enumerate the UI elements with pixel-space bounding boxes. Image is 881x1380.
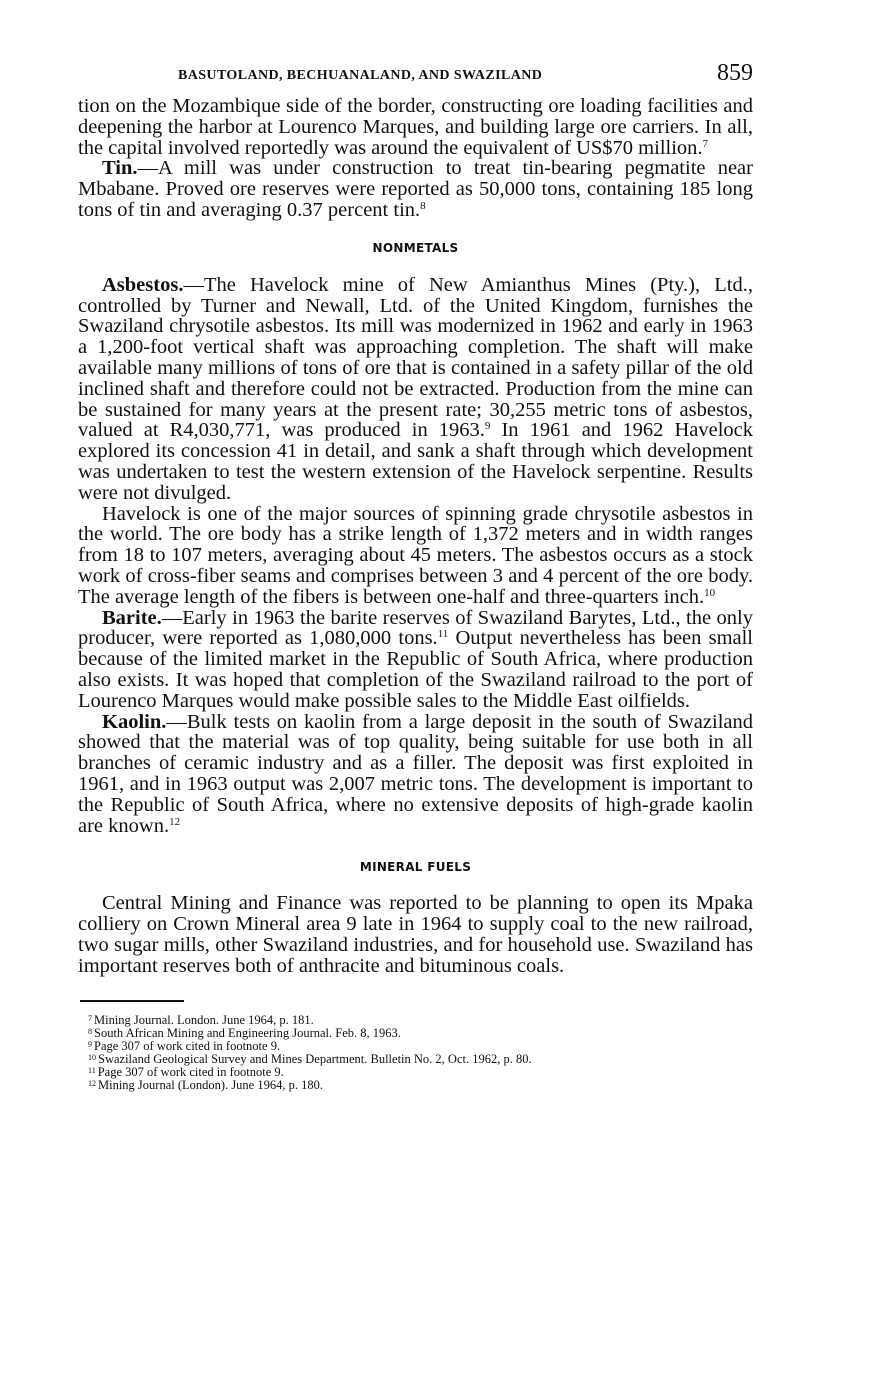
- footnote-ref: 9: [484, 420, 491, 433]
- footnote-ref: 7: [702, 137, 709, 150]
- run-in-heading-kaolin: Kaolin.: [102, 710, 167, 733]
- footnote-text: Mining Journal. London. June 1964, p. 181.: [94, 1013, 314, 1028]
- footnote-number: 11: [88, 1066, 96, 1076]
- paragraph-havelock: [78, 504, 753, 608]
- footnote-ref: 11: [437, 628, 449, 641]
- footnote-ref: 12: [169, 815, 181, 828]
- footnote: [78, 1026, 753, 1039]
- page-number: 859: [717, 60, 753, 86]
- footnote-rule: [80, 1000, 184, 1002]
- section-heading-mineral-fuels: MINERAL FUELS: [359, 860, 472, 875]
- run-in-heading-barite: Barite.: [102, 606, 162, 629]
- paragraph-tin: [78, 158, 753, 220]
- paragraph-text: Havelock is one of the major sources of spinning grade chrysotile asbestos in the world. The ore body has a strike length of 1,372 meters and in width ranges from 18 to 107 meters, averaging about 45 meters. The asbestos occurs as a stock work of cross-fiber seams and comprises between 3 and 4 percent of the ore body. The average length of the fibers is between one-half and three-quarters inch.: [78, 502, 753, 608]
- paragraph-text: —Bulk tests on kaolin from a large deposit in the south of Swaziland showed that the material was of top quality, being suitable for use both in all branches of ceramic industry and as a filler. The deposit was first exploited in 1961, and in 1963 output was 2,007 metric tons. The development is important to the Republic of South Africa, where no extensive deposits of high-grade kaolin are known.: [78, 710, 753, 837]
- footnote-text: Page 307 of work cited in footnote 9.: [94, 1039, 281, 1054]
- run-in-heading-asbestos: Asbestos.: [102, 273, 184, 296]
- footnote-text: Page 307 of work cited in footnote 9.: [97, 1065, 284, 1080]
- paragraph-text: —Early in 1963 the barite reserves of Swaziland Barytes, Ltd., the only producer, were reported as 1,080,000 tons.: [78, 606, 753, 650]
- run-in-heading-tin: Tin.: [102, 157, 138, 180]
- paragraph-text: —The Havelock mine of New Amianthus Mines (Pty.), Ltd., controlled by Turner and Newall, Ltd. of the United Kingdom, furnishes the Swaziland chrysotile asbestos. Its mill was modernized in 1962 and early in 1963 a 1,200-foot vertical shaft was approaching completion. The shaft will make available many millions of tons of ore that is contained in a safety pillar of the old inclined shaft and therefore could not be extracted. Production from the mine can be sustained for many years at the present rate; 30,255 metric tons of asbestos, valued at R4,030,771, was produced in 1963.: [78, 273, 753, 442]
- footnote-text: Mining Journal (London). June 1964, p. 180.: [98, 1078, 323, 1093]
- footnote-text: Swaziland Geological Survey and Mines Department. Bulletin No. 2, Oct. 1962, p. 80.: [98, 1052, 532, 1067]
- paragraph-kaolin: [78, 712, 753, 837]
- paragraph-barite: [78, 608, 753, 712]
- paragraph-text: Output nevertheless has been small because of the limited market in the Republic of South Africa, where production also exists. It was hoped that completion of the Swaziland railroad to the port of Lourenco Marques would make possible sales to the Middle East oilfields.: [78, 627, 754, 712]
- footnote-number: 10: [88, 1053, 96, 1063]
- running-header: [78, 60, 753, 96]
- footnote-number: 12: [88, 1079, 96, 1089]
- footnote-ref: 8: [420, 199, 426, 212]
- footnote: [78, 1013, 753, 1026]
- footnote: [78, 1078, 753, 1091]
- footnote-number: 9: [88, 1040, 92, 1050]
- section-heading-nonmetals: NONMETALS: [372, 240, 459, 255]
- footnote: [78, 1052, 753, 1065]
- paragraph-text: In 1961 and 1962 Havelock explored its concession 41 in detail, and sank a shaft through which development was undertaken to test the western extension of the Havelock serpentine. Results were not divulged.: [78, 419, 753, 504]
- paragraph-text: tion on the Mozambique side of the border, constructing ore loading facilities and deepening the harbor at Lourenco Marques, and building large ore carriers. In all, the capital involved reportedly was around the equivalent of US$70 million.: [78, 95, 753, 159]
- paragraph-mozambique: [78, 96, 753, 158]
- footnote: [78, 1065, 753, 1078]
- footnote-number: 7: [88, 1014, 92, 1024]
- paragraph-mineral-fuels: [78, 893, 753, 976]
- footnote: [78, 1039, 753, 1052]
- footnotes: [78, 1013, 753, 1091]
- footnote-text: South African Mining and Engineering Journal. Feb. 8, 1963.: [94, 1026, 401, 1041]
- paragraph-text: Central Mining and Finance was reported to be planning to open its Mpaka colliery on Crown Mineral area 9 late in 1964 to supply coal to the new railroad, two sugar mills, other Swaziland industries, and for household use. Swaziland has important reserves both of anthracite and bituminous coals.: [78, 892, 753, 977]
- footnote-ref: 10: [704, 586, 716, 599]
- paragraph-text: —A mill was under construction to treat tin-bearing pegmatite near Mbabane. Proved ore reserves were reported as 50,000 tons, containing 185 long tons of tin and averaging 0.37 percent tin.: [78, 157, 753, 221]
- running-title: BASUTOLAND, BECHUANALAND, AND SWAZILAND: [178, 68, 543, 83]
- document-page: [78, 60, 753, 1091]
- footnote-number: 8: [88, 1027, 92, 1037]
- paragraph-asbestos: [78, 275, 753, 504]
